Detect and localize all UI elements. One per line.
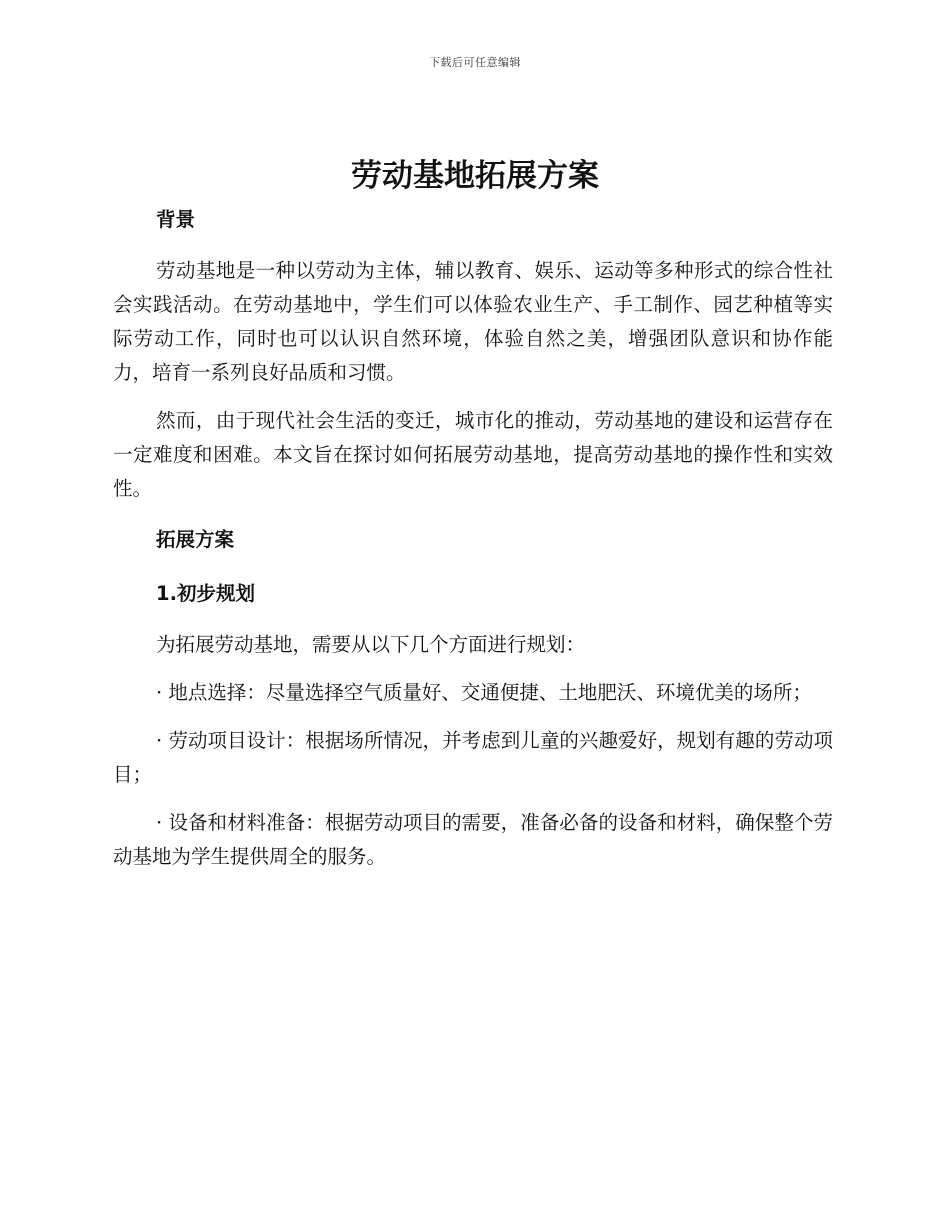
paragraph-background-2: 然而，由于现代社会生活的变迁，城市化的推动，劳动基地的建设和运营存在一定难度和困难。本文旨在探讨如何拓展劳动基地，提高劳动基地的操作性和实效性。 — [113, 409, 833, 500]
paragraph-step1-intro: 为拓展劳动基地，需要从以下几个方面进行规划： — [156, 633, 586, 656]
list-item-equipment: · 设备和材料准备：根据劳动项目的需要，准备必备的设备和材料，确保整个劳动基地为学生提供周全的服务。 — [113, 811, 833, 868]
paragraph-background-1: 劳动基地是一种以劳动为主体，辅以教育、娱乐、运动等多种形式的综合性社会实践活动。在劳动基地中，学生们可以体验农业生产、手工制作、园艺种植等实际劳动工作，同时也可以认识自然环境，体验自然之美，增强团队意识和协作能力，培育一系列良好品质和习惯。 — [113, 259, 833, 384]
document-title: 劳动基地拓展方案 — [351, 158, 599, 194]
list-item-location: · 地点选择：尽量选择空气质量好、交通便捷、土地肥沃、环境优美的场所； — [156, 681, 812, 704]
document-body — [113, 200, 833, 874]
page-header-note: 下载后可任意编辑 — [429, 56, 521, 69]
subsection-heading-step1: 1.初步规划 — [156, 582, 255, 605]
section-heading-background: 背景 — [156, 208, 196, 231]
section-heading-plan: 拓展方案 — [156, 528, 235, 551]
list-item-project-design: · 劳动项目设计：根据场所情况，并考虑到儿童的兴趣爱好，规划有趣的劳动项目； — [113, 729, 833, 786]
